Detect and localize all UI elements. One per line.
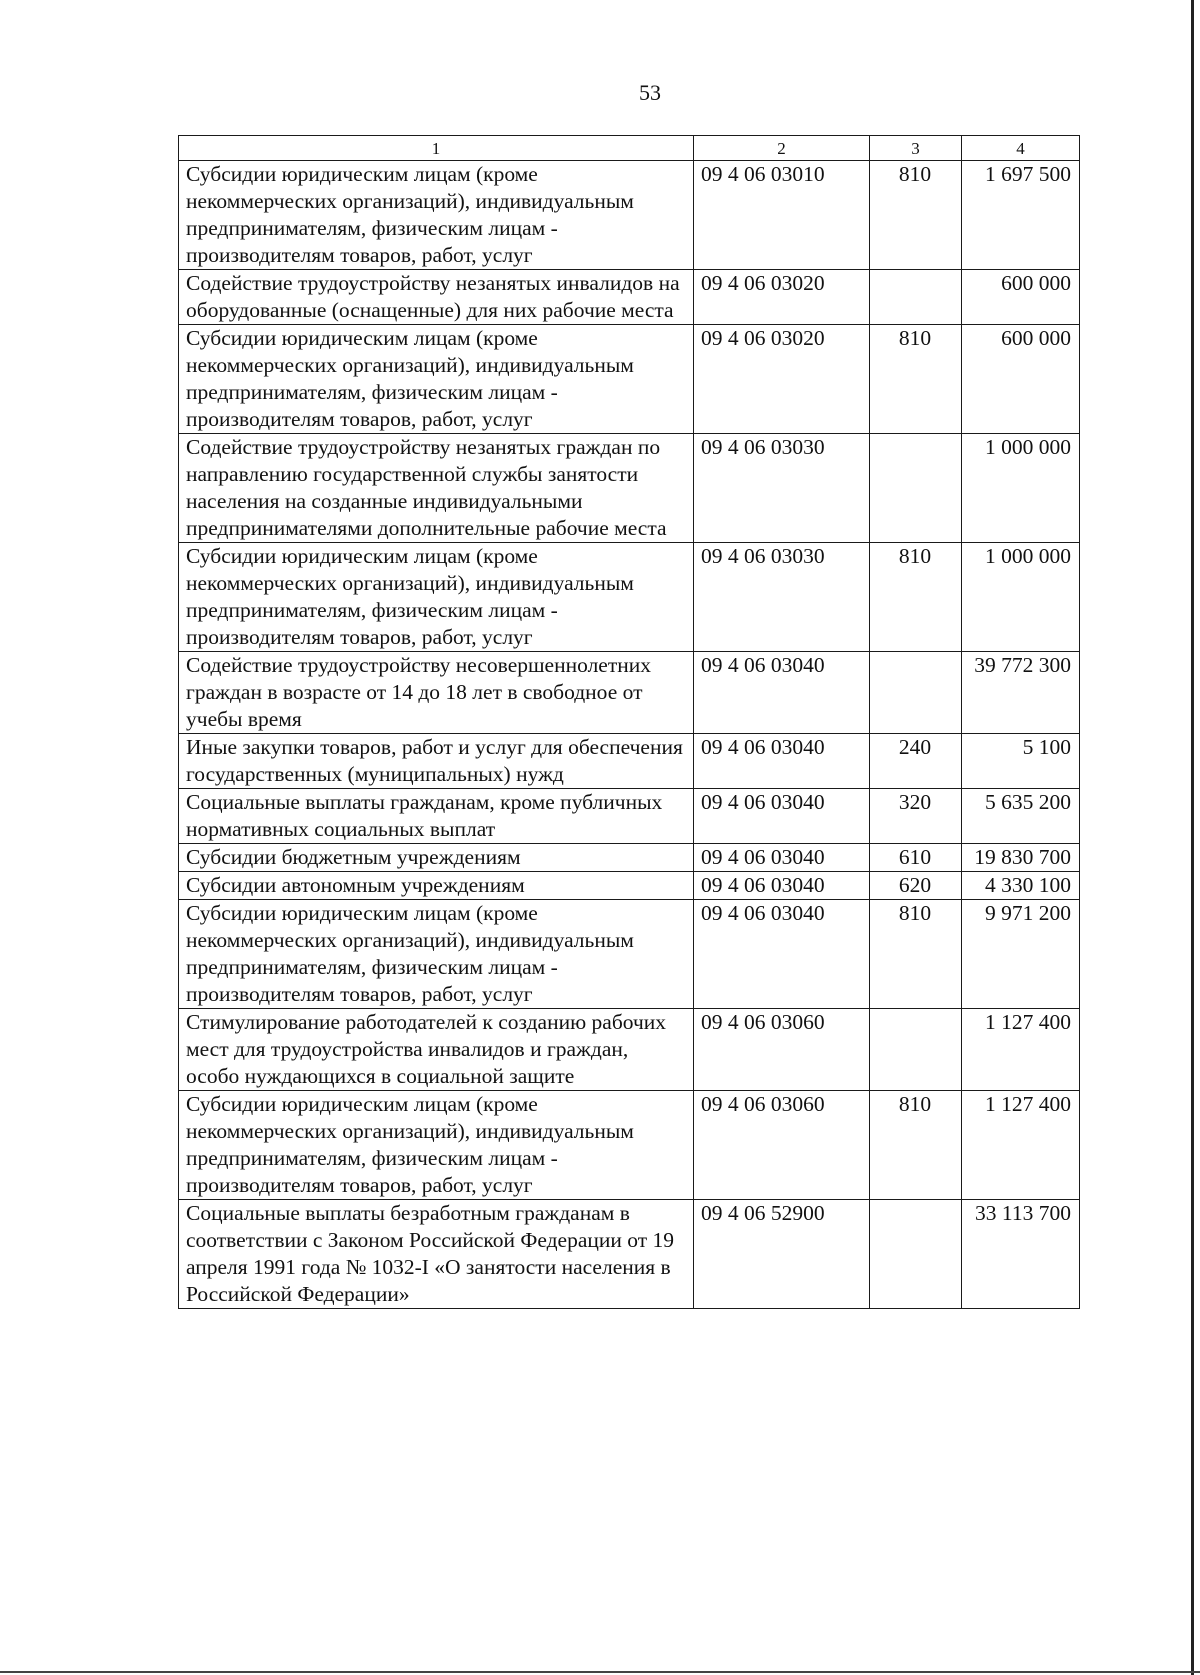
table-row: [179, 1091, 1080, 1200]
table-row: [179, 270, 1080, 325]
amount-cell: 1 697 500: [962, 161, 1080, 270]
table-row: [179, 325, 1080, 434]
target-code-cell: 09 4 06 03060: [694, 1091, 870, 1200]
expense-type-cell: [870, 1200, 962, 1309]
page-number-container: [0, 80, 1200, 106]
expense-name-cell: Субсидии юридическим лицам (кроме некоммерческих организаций), индивидуальным предпринимателям, физическим лицам - производителям товаров, работ, услуг: [179, 161, 694, 270]
expense-name-cell: Социальные выплаты безработным гражданам в соответствии с Законом Российской Федерации от 19 апреля 1991 года № 1032-I «О занятости населения в Российской Федерации»: [179, 1200, 694, 1309]
target-code-cell: 09 4 06 03040: [694, 872, 870, 900]
amount-cell: 9 971 200: [962, 900, 1080, 1009]
expense-name-cell: Иные закупки товаров, работ и услуг для обеспечения государственных (муниципальных) нужд: [179, 734, 694, 789]
expense-type-cell: [870, 270, 962, 325]
table-row: [179, 1009, 1080, 1091]
amount-cell: 4 330 100: [962, 872, 1080, 900]
target-code-cell: 09 4 06 03040: [694, 652, 870, 734]
column-header-3: 3: [870, 136, 962, 161]
amount-cell: 1 127 400: [962, 1009, 1080, 1091]
table-row: [179, 789, 1080, 844]
table-row: [179, 161, 1080, 270]
column-header-1: 1: [179, 136, 694, 161]
expense-type-cell: [870, 1009, 962, 1091]
amount-cell: 600 000: [962, 325, 1080, 434]
expense-name-cell: Социальные выплаты гражданам, кроме публичных нормативных социальных выплат: [179, 789, 694, 844]
expense-name-cell: Субсидии юридическим лицам (кроме некоммерческих организаций), индивидуальным предпринимателям, физическим лицам - производителям товаров, работ, услуг: [179, 1091, 694, 1200]
budget-table-body: [179, 136, 1080, 1309]
amount-cell: 1 000 000: [962, 543, 1080, 652]
expense-name-cell: Субсидии юридическим лицам (кроме некоммерческих организаций), индивидуальным предпринимателям, физическим лицам - производителям товаров, работ, услуг: [179, 325, 694, 434]
expense-type-cell: 810: [870, 900, 962, 1009]
budget-table: [178, 135, 1080, 1309]
table-row: [179, 872, 1080, 900]
table-row: [179, 434, 1080, 543]
target-code-cell: 09 4 06 03060: [694, 1009, 870, 1091]
target-code-cell: 09 4 06 03030: [694, 543, 870, 652]
expense-type-cell: 810: [870, 543, 962, 652]
expense-name-cell: Стимулирование работодателей к созданию рабочих мест для трудоустройства инвалидов и граждан, особо нуждающихся в социальной защите: [179, 1009, 694, 1091]
expense-name-cell: Субсидии автономным учреждениям: [179, 872, 694, 900]
expense-type-cell: 620: [870, 872, 962, 900]
amount-cell: 39 772 300: [962, 652, 1080, 734]
expense-type-cell: 810: [870, 325, 962, 434]
expense-type-cell: [870, 652, 962, 734]
expense-type-cell: 610: [870, 844, 962, 872]
table-row: [179, 652, 1080, 734]
scan-edge-line: [1191, 0, 1194, 1675]
target-code-cell: 09 4 06 03040: [694, 734, 870, 789]
expense-name-cell: Субсидии бюджетным учреждениям: [179, 844, 694, 872]
expense-type-cell: [870, 434, 962, 543]
target-code-cell: 09 4 06 03020: [694, 270, 870, 325]
target-code-cell: 09 4 06 03010: [694, 161, 870, 270]
expense-type-cell: 810: [870, 1091, 962, 1200]
amount-cell: 33 113 700: [962, 1200, 1080, 1309]
amount-cell: 19 830 700: [962, 844, 1080, 872]
amount-cell: 5 100: [962, 734, 1080, 789]
column-header-2: 2: [694, 136, 870, 161]
amount-cell: 1 000 000: [962, 434, 1080, 543]
expense-name-cell: Субсидии юридическим лицам (кроме некоммерческих организаций), индивидуальным предпринимателям, физическим лицам - производителям товаров, работ, услуг: [179, 543, 694, 652]
target-code-cell: 09 4 06 03020: [694, 325, 870, 434]
target-code-cell: 09 4 06 03040: [694, 844, 870, 872]
target-code-cell: 09 4 06 52900: [694, 1200, 870, 1309]
table-row: [179, 900, 1080, 1009]
page-number: 53: [639, 80, 661, 105]
expense-name-cell: Содействие трудоустройству незанятых граждан по направлению государственной службы занятости населения на созданные индивидуальными предпринимателями дополнительные рабочие места: [179, 434, 694, 543]
table-row: [179, 1200, 1080, 1309]
expense-type-cell: 320: [870, 789, 962, 844]
amount-cell: 5 635 200: [962, 789, 1080, 844]
expense-name-cell: Субсидии юридическим лицам (кроме некоммерческих организаций), индивидуальным предпринимателям, физическим лицам - производителям товаров, работ, услуг: [179, 900, 694, 1009]
expense-name-cell: Содействие трудоустройству незанятых инвалидов на оборудованные (оснащенные) для них рабочие места: [179, 270, 694, 325]
scan-bottom-line: [0, 1671, 1200, 1673]
target-code-cell: 09 4 06 03030: [694, 434, 870, 543]
expense-type-cell: 240: [870, 734, 962, 789]
table-row: [179, 734, 1080, 789]
table-row: [179, 844, 1080, 872]
expense-type-cell: 810: [870, 161, 962, 270]
target-code-cell: 09 4 06 03040: [694, 900, 870, 1009]
expense-name-cell: Содействие трудоустройству несовершеннолетних граждан в возрасте от 14 до 18 лет в свободное от учебы время: [179, 652, 694, 734]
table-header-row: [179, 136, 1080, 161]
amount-cell: 600 000: [962, 270, 1080, 325]
amount-cell: 1 127 400: [962, 1091, 1080, 1200]
table-row: [179, 543, 1080, 652]
target-code-cell: 09 4 06 03040: [694, 789, 870, 844]
column-header-4: 4: [962, 136, 1080, 161]
